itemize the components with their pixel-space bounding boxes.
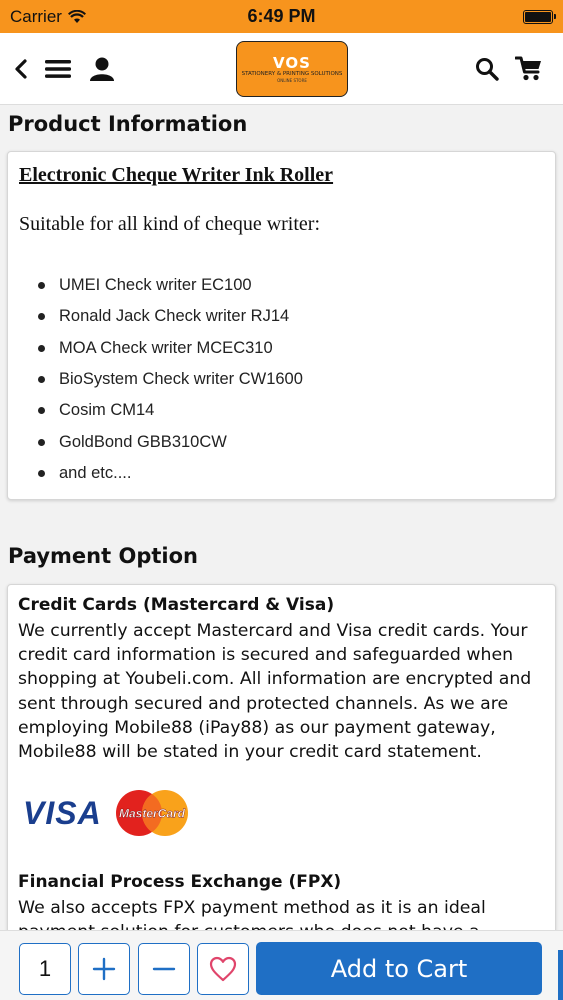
list-item-text: and etc....: [59, 463, 132, 482]
product-info-card: [7, 151, 556, 500]
scroll-indicator: [558, 950, 563, 1000]
bullet-icon: [38, 282, 45, 289]
visa-logo: VISA: [23, 795, 102, 831]
list-item: [38, 458, 303, 489]
back-chevron-icon[interactable]: [12, 53, 30, 85]
bullet-icon: [38, 313, 45, 320]
list-item: [38, 426, 303, 457]
cart-icon[interactable]: [514, 53, 544, 85]
menu-icon[interactable]: [44, 53, 72, 85]
text-line: credit card information is secured and safeguarded when: [18, 645, 514, 666]
list-item: [38, 270, 303, 301]
status-bar: [0, 0, 563, 33]
store-logo[interactable]: [236, 41, 348, 97]
product-info-heading: Product Information: [8, 112, 248, 136]
list-item: [38, 364, 303, 395]
decrease-quantity-button[interactable]: [138, 943, 190, 995]
list-item-text: BioSystem Check writer CW1600: [59, 370, 303, 389]
plus-icon: [92, 957, 116, 981]
product-title: Electronic Cheque Writer Ink Roller: [19, 164, 334, 186]
text-line: employing Mobile88 (iPay88) as our payment gateway,: [18, 717, 496, 738]
bullet-icon: [38, 376, 45, 383]
quantity-value: 1: [38, 956, 52, 981]
credit-cards-description: [18, 619, 550, 764]
increase-quantity-button[interactable]: [78, 943, 130, 995]
status-carrier-group: [10, 7, 86, 27]
list-item-text: UMEI Check writer EC100: [59, 276, 252, 295]
list-item-text: Ronald Jack Check writer RJ14: [59, 307, 290, 326]
mastercard-logo: [112, 788, 192, 838]
logo-main-text: VOS: [273, 53, 311, 72]
mastercard-label: MasterCard: [118, 806, 186, 821]
list-item-text: MOA Check writer MCEC310: [59, 338, 273, 357]
wishlist-button[interactable]: [197, 943, 249, 995]
list-item-text: Cosim CM14: [59, 401, 155, 420]
battery-icon: [523, 10, 553, 24]
list-item: [38, 333, 303, 364]
wifi-icon: [68, 10, 86, 24]
product-subtitle: Suitable for all kind of cheque writer:: [19, 213, 321, 235]
quantity-field[interactable]: [19, 943, 71, 995]
text-line: We currently accept Mastercard and Visa credit cards. Your: [18, 621, 528, 641]
bottom-action-bar: [0, 930, 563, 1000]
text-line: Mobile88 will be stated in your credit card statement.: [18, 742, 482, 763]
payment-option-heading: Payment Option: [8, 544, 198, 568]
logo-tag-text: ONLINE STORE: [277, 77, 307, 83]
text-line: We also accepts FPX payment method as it is an ideal: [18, 898, 486, 918]
heart-icon: [209, 956, 237, 982]
text-line: sent through secured and protected channels. As we are: [18, 693, 509, 714]
minus-icon: [152, 957, 176, 981]
list-item-text: GoldBond GBB310CW: [59, 432, 227, 451]
add-to-cart-button[interactable]: Add to Cart: [256, 942, 542, 995]
logo-sub-text: STATIONERY & PRINTING SOLUTIONS: [241, 70, 343, 77]
status-time: 6:49 PM: [247, 6, 316, 26]
nav-header: [0, 33, 563, 105]
list-item: [38, 301, 303, 332]
bullet-icon: [38, 439, 45, 446]
credit-cards-heading: Credit Cards (Mastercard & Visa): [18, 595, 335, 615]
text-line: shopping at Youbeli.com. All information are encrypted and: [18, 669, 532, 690]
carrier-label: Carrier: [10, 6, 62, 26]
fpx-heading: Financial Process Exchange (FPX): [18, 872, 342, 892]
bullet-icon: [38, 407, 45, 414]
compatible-list: [38, 270, 303, 489]
user-icon[interactable]: [88, 53, 116, 85]
bullet-icon: [38, 345, 45, 352]
battery-level: [525, 12, 551, 22]
bullet-icon: [38, 470, 45, 477]
search-icon[interactable]: [474, 53, 500, 85]
list-item: [38, 395, 303, 426]
